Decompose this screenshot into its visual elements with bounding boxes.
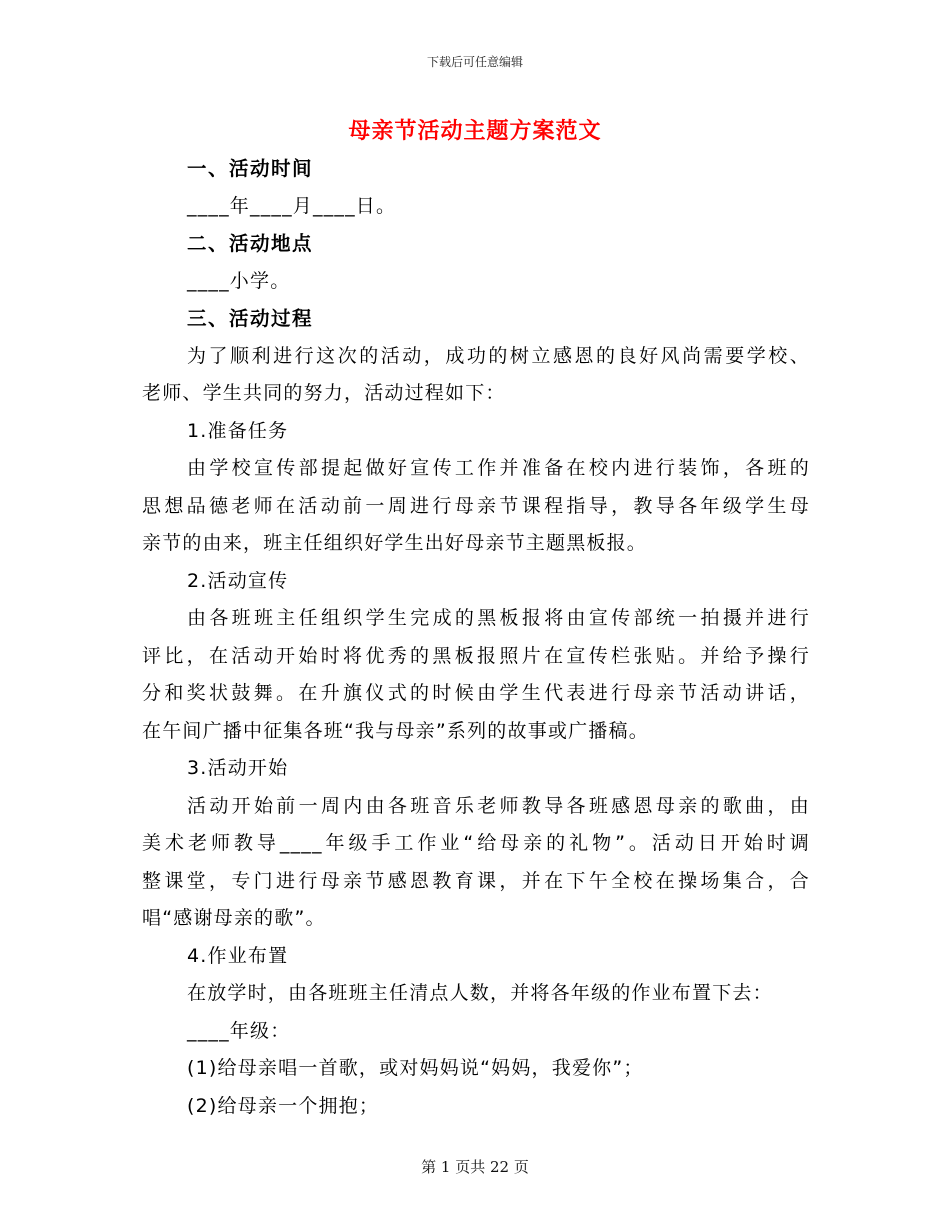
paragraph-line: 整课堂，专门进行母亲节感恩教育课，并在下午全校在操场集合，合 bbox=[142, 869, 810, 892]
paragraph-line: 活动开始前一周内由各班音乐老师教导各班感恩母亲的歌曲，由 bbox=[187, 794, 810, 817]
paragraph-line: 在午间广播中征集各班“我与母亲”系列的故事或广播稿。 bbox=[142, 719, 649, 742]
header-note: 下载后可任意编辑 bbox=[426, 55, 523, 69]
time-line: ____年____月____日。 bbox=[187, 194, 397, 217]
paragraph-line: 老师、学生共同的努力，活动过程如下： bbox=[142, 382, 506, 404]
section-heading-location: 二、活动地点 bbox=[187, 232, 314, 255]
paragraph-line: 由各班班主任组织学生完成的黑板报将由宣传部统一拍摄并进行 bbox=[187, 607, 810, 629]
paragraph-line: 亲节的由来，班主任组织好学生出好母亲节主题黑板报。 bbox=[142, 532, 648, 554]
section-heading-process: 三、活动过程 bbox=[187, 307, 314, 330]
paragraph-line: 由学校宣传部提起做好宣传工作并准备在校内进行装饰，各班的 bbox=[187, 457, 810, 479]
paragraph-line: 在放学时，由各班班主任清点人数，并将各年级的作业布置下去： bbox=[187, 982, 773, 1004]
subheading-preparation: 1.准备任务 bbox=[187, 419, 289, 442]
location-line: ____小学。 bbox=[187, 269, 291, 292]
subheading-homework: 4.作业布置 bbox=[187, 944, 289, 967]
paragraph-line: 唱“感谢母亲的歌”。 bbox=[142, 907, 326, 929]
paragraph-line: 为了顺利进行这次的活动，成功的树立感恩的良好风尚需要学校、 bbox=[187, 344, 810, 367]
subheading-publicity: 2.活动宣传 bbox=[187, 569, 289, 592]
grade-line: ____年级： bbox=[187, 1019, 291, 1042]
paragraph-line: 思想品德老师在活动前一周进行母亲节课程指导，教导各年级学生母 bbox=[142, 494, 810, 517]
list-item: (1)给母亲唱一首歌，或对妈妈说“妈妈，我爱你”； bbox=[187, 1057, 644, 1079]
list-item: (2)给母亲一个拥抱； bbox=[187, 1094, 380, 1117]
paragraph-line: 美术老师教导____年级手工作业“给母亲的礼物”。活动日开始时调 bbox=[142, 832, 810, 854]
paragraph-line: 评比，在活动开始时将优秀的黑板报照片在宣传栏张贴。并给予操行 bbox=[142, 644, 810, 667]
document-body bbox=[142, 150, 810, 1125]
document-title: 母亲节活动主题方案范文 bbox=[348, 118, 602, 144]
page-footer: 第 1 页共 22 页 bbox=[421, 1158, 529, 1176]
paragraph-line: 分和奖状鼓舞。在升旗仪式的时候由学生代表进行母亲节活动讲话， bbox=[142, 682, 810, 704]
subheading-start: 3.活动开始 bbox=[187, 757, 289, 779]
section-heading-time: 一、活动时间 bbox=[187, 157, 314, 180]
